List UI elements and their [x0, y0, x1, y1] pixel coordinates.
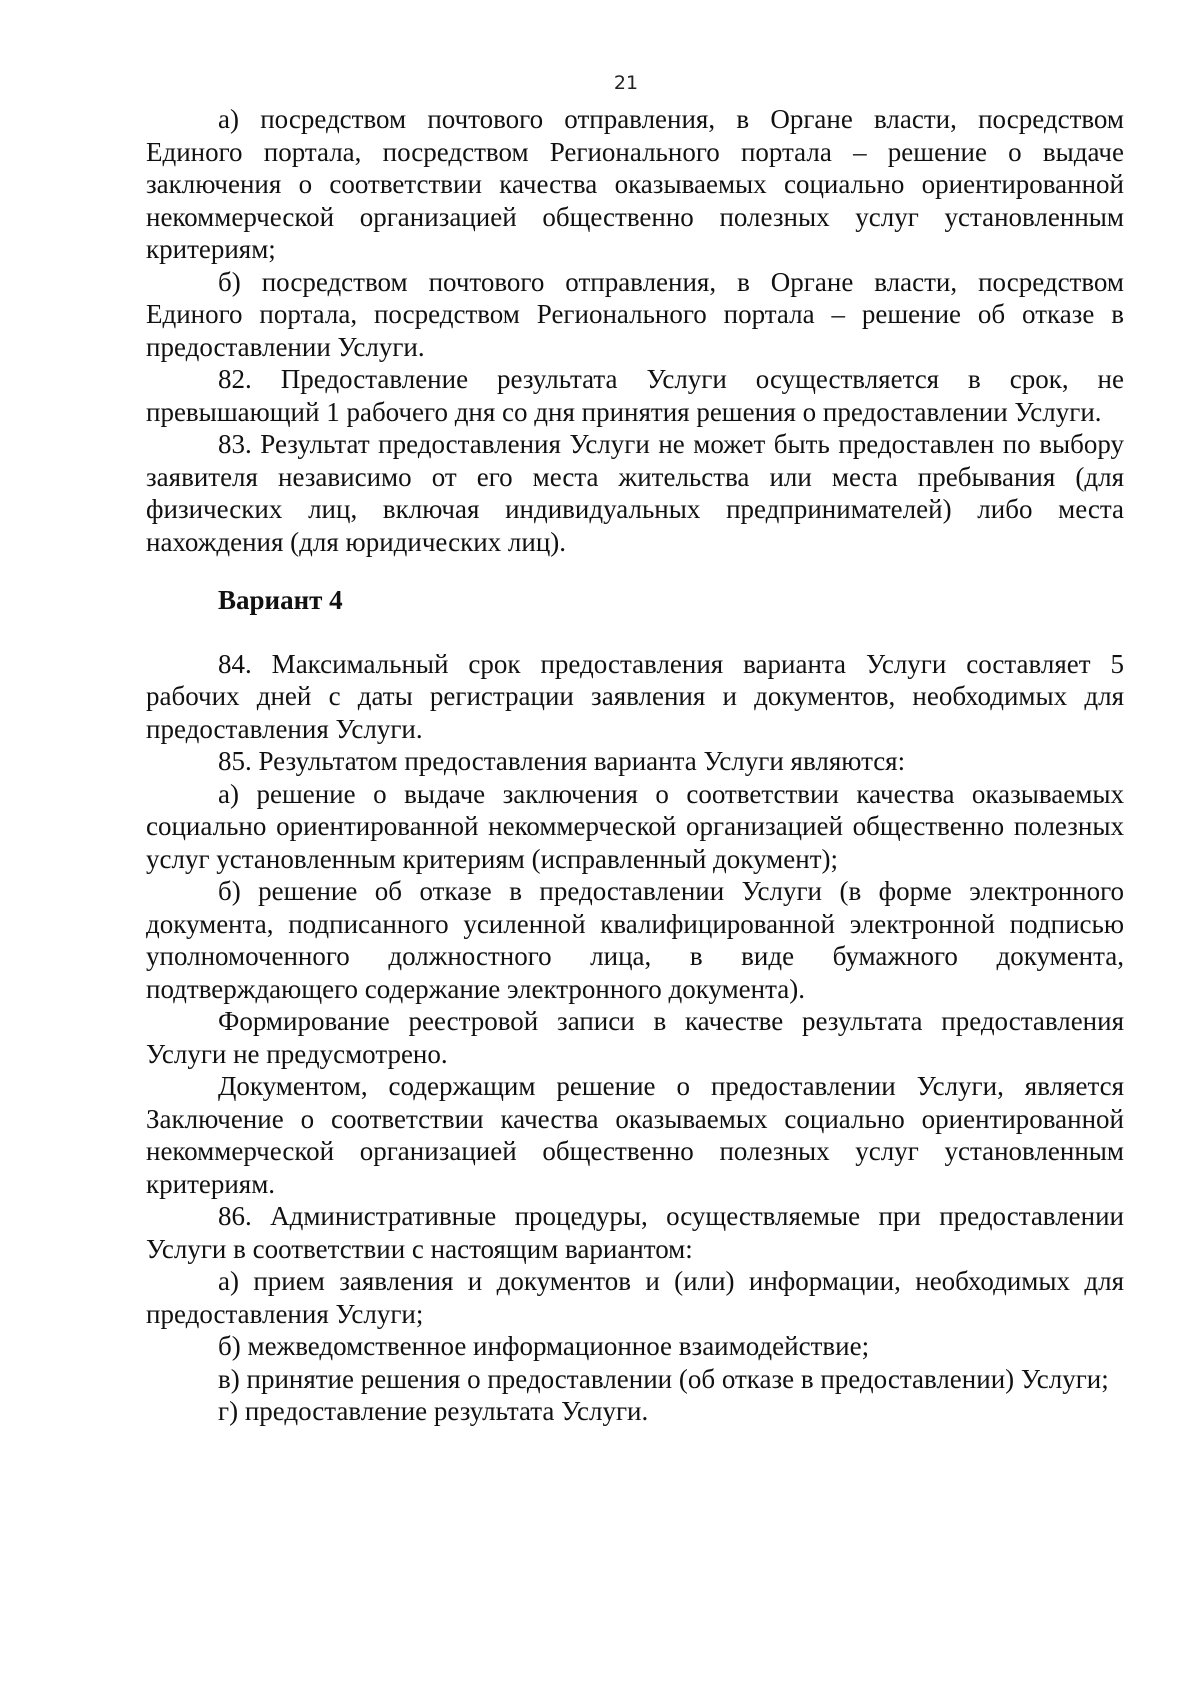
paragraph-83: 83. Результат предоставления Услуги не может быть предоставлен по выбору заявителя независимо от его места жительства или места пребывания (для физических лиц, включая индивидуальных предпринимателей) либо места нахождения (для юридических лиц).	[146, 429, 1124, 557]
paragraph-86-b: б) межведомственное информационное взаимодействие;	[218, 1331, 870, 1361]
paragraph-84: 84. Максимальный срок предоставления варианта Услуги составляет 5 рабочих дней с даты регистрации заявления и документов, необходимых для предоставления Услуги.	[146, 648, 1124, 744]
paragraph-86: 86. Административные процедуры, осуществляемые при предоставлении Услуги в соответствии с настоящим вариантом:	[146, 1201, 1124, 1264]
paragraph-b-postal-decision-refusal: б) посредством почтового отправления, в Органе власти, посредством Единого портала, посредством Регионального портала – решение об отказе в предоставлении Услуги.	[146, 266, 1124, 362]
paragraph-a-postal-decision-issue: а) посредством почтового отправления, в Органе власти, посредством Единого портала, посредством Регионального портала – решение о выдаче заключения о соответствии качества оказываемых социально ориентированной некоммерческой организацией общественно полезных услуг установленным критериям;	[146, 104, 1124, 264]
paragraph-86-a: а) прием заявления и документов и (или) информации, необходимых для предоставления Услуги;	[146, 1266, 1124, 1329]
paragraph-registry-record: Формирование реестровой записи в качестве результата предоставления Услуги не предусмотрено.	[146, 1006, 1124, 1069]
paragraph-86-g: г) предоставление результата Услуги.	[218, 1396, 649, 1426]
paragraph-82: 82. Предоставление результата Услуги осуществляется в срок, не превышающий 1 рабочего дня со дня принятия решения о предоставлении Услуги.	[146, 364, 1124, 427]
section-heading-variant-4: Вариант 4	[218, 585, 343, 615]
paragraph-85: 85. Результатом предоставления варианта Услуги являются:	[218, 746, 906, 776]
paragraph-86-v: в) принятие решения о предоставлении (об отказе в предоставлении) Услуги;	[218, 1363, 1109, 1394]
paragraph-decision-document: Документом, содержащим решение о предоставлении Услуги, является Заключение о соответствии качества оказываемых социально ориентированной некоммерческой организацией общественно полезных услуг установленным критериям.	[146, 1071, 1124, 1199]
paragraph-85-b: б) решение об отказе в предоставлении Услуги (в форме электронного документа, подписанного усиленной квалифицированной электронной подписью уполномоченного должностного лица, в виде бумажного документа, подтверждающего содержание электронного документа).	[146, 876, 1124, 1004]
document-body	[146, 103, 1124, 1428]
paragraph-85-a: а) решение о выдаче заключения о соответствии качества оказываемых социально ориентированной некоммерческой организацией общественно полезных услуг установленным критериям (исправленный документ);	[146, 778, 1124, 874]
page-number: 21	[613, 72, 639, 94]
